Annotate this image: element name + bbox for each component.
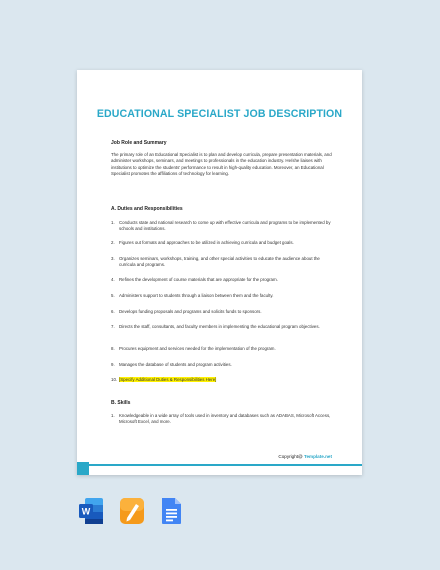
duty-item: [111, 240, 336, 246]
duty-text: Organizes seminars, workshops, training, and other special activities to educate the audience about the curricula and programs.: [119, 256, 320, 268]
duty-number: 2.: [111, 240, 115, 245]
duty-number: 7.: [111, 324, 115, 329]
duty-number: 1.: [111, 220, 115, 225]
duty-number: 4.: [111, 277, 115, 282]
word-icon[interactable]: [78, 496, 104, 526]
pages-icon[interactable]: [119, 496, 145, 526]
duty-item: [111, 324, 336, 330]
skills-heading: B. Skills: [111, 400, 131, 406]
skill-text: Knowledgeable in a wide array of tools used in inventory and databases such as ADABAS, Microsoft Access, Microsoft Excel, and more.: [119, 413, 331, 425]
footer-accent-line: [77, 464, 362, 466]
duty-text: Procures equipment and services needed for the implementation of the program.: [119, 346, 276, 351]
duty-text: Figures out formats and approaches to be utilized in achieving curricula and budget goals.: [119, 240, 294, 245]
svg-text:W: W: [81, 506, 91, 517]
duty-number: 10.: [111, 377, 118, 382]
duty-text: Develops funding proposals and programs and solicits funds to sponsors.: [119, 309, 262, 314]
highlighted-placeholder: [Specify Additional Duties & Responsibilities Here]: [119, 377, 217, 382]
duty-item: [111, 309, 336, 315]
duty-number: 3.: [111, 256, 115, 261]
copyright: [278, 454, 332, 459]
duty-text: Manages the database of students and program activities.: [119, 362, 232, 367]
duty-item: [111, 220, 336, 233]
skill-number: 1.: [111, 413, 115, 418]
duty-item: [111, 293, 336, 299]
duty-text: Administers support to students through a liaison between them and the faculty.: [119, 293, 274, 298]
copyright-brand[interactable]: Template.net: [304, 454, 332, 459]
duty-text: Refines the development of course materials that are appropriate for the program.: [119, 277, 278, 282]
duty-item: [111, 362, 336, 368]
duty-item: [111, 377, 336, 383]
duties-heading: A. Duties and Responsibilities: [111, 206, 183, 212]
summary-paragraph: The primary role of an Educational Specialist is to plan and develop curricula, prepare presentation materials, and administer workshops, seminars, and meetings to professionals in the education industry. He/she liaises with institutions to optimize the students' performance to result in high-quality education. Moreover, an Educational Specialist promotes the affiliations of technology for learning.: [111, 152, 332, 176]
duty-item: [111, 277, 336, 283]
duty-number: 9.: [111, 362, 115, 367]
duty-number: 6.: [111, 309, 115, 314]
google-docs-icon[interactable]: [158, 496, 184, 526]
duty-item: [111, 346, 336, 352]
duty-number: 8.: [111, 346, 115, 351]
duty-text: Conducts state and national research to come up with effective curricula and programs to be implemented by schools and institutions.: [119, 220, 331, 232]
document-title: EDUCATIONAL SPECIALIST JOB DESCRIPTION: [96, 108, 343, 120]
document-page: [77, 70, 362, 475]
skill-item: [111, 413, 336, 426]
duty-item: [111, 256, 336, 269]
role-heading: Job Role and Summary: [111, 140, 167, 146]
footer-accent-block: [77, 462, 89, 475]
duty-text: Directs the staff, consultants, and faculty members in implementing the educational program objectives.: [119, 324, 320, 329]
duty-number: 5.: [111, 293, 115, 298]
copyright-label: Copyright@: [278, 454, 303, 459]
